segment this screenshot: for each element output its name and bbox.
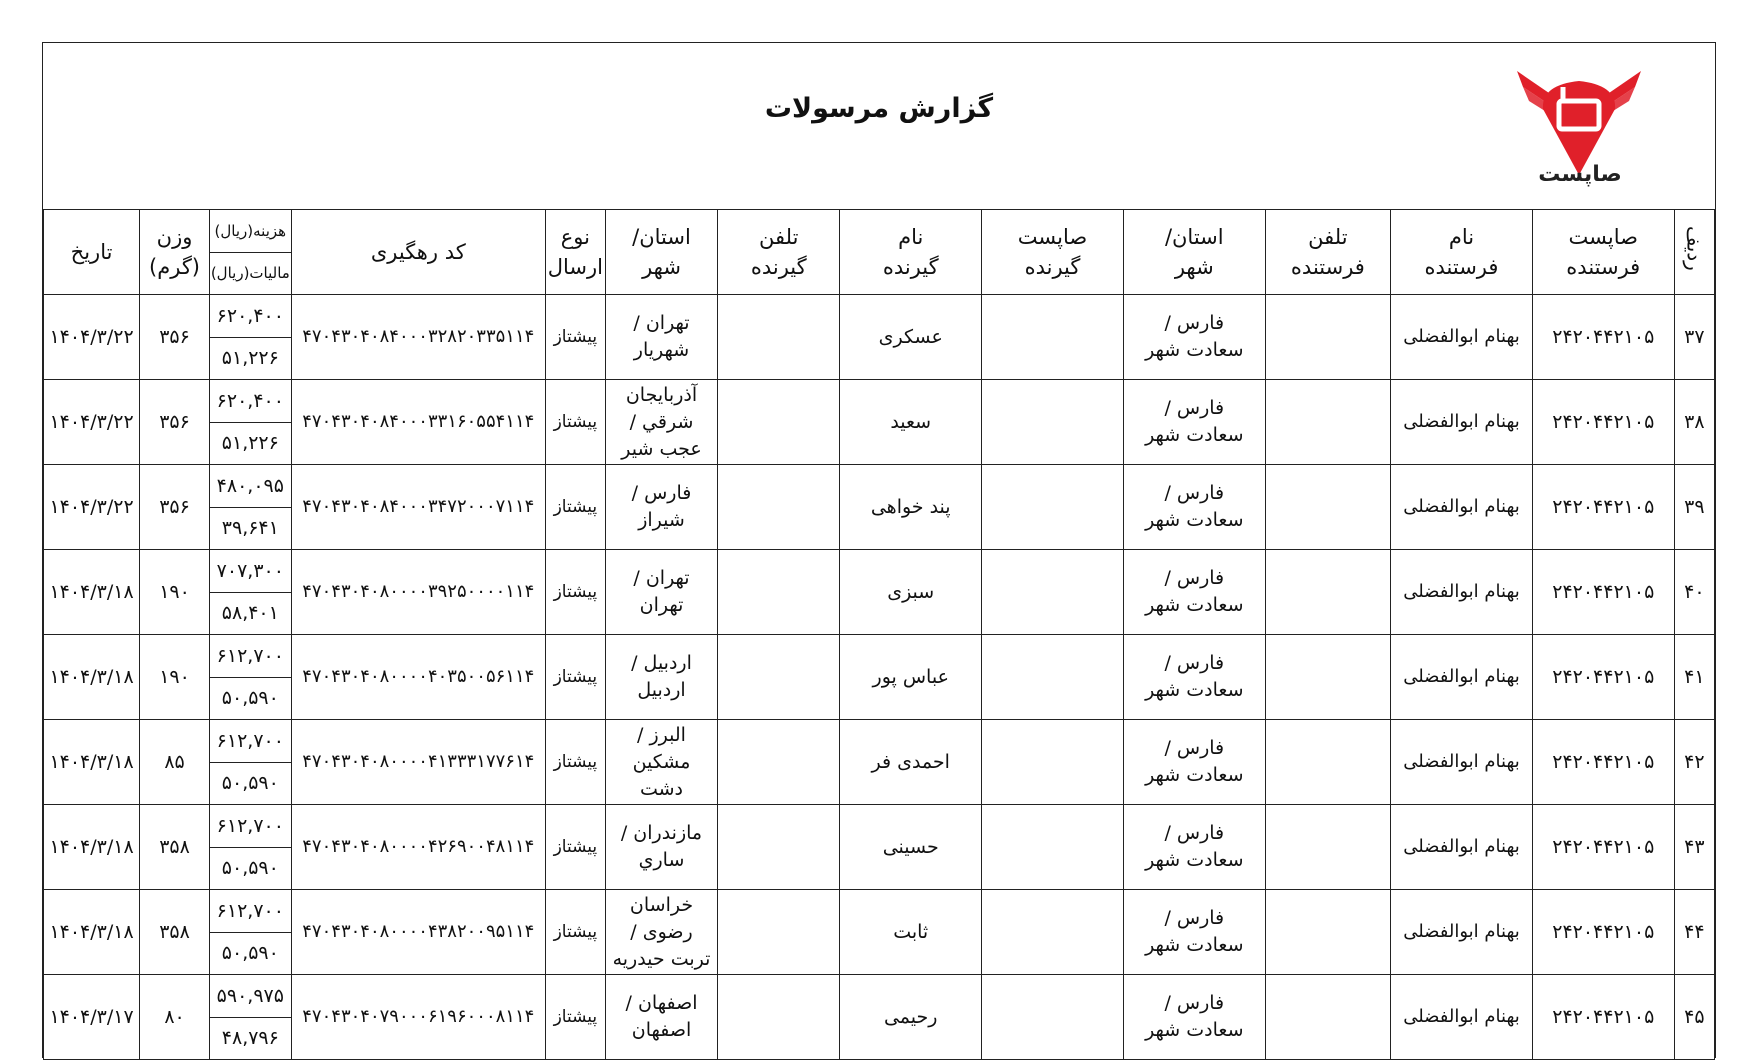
cost-tax (209, 635, 291, 720)
tracking-code: ۴۷۰۴۳۰۴۰۸۰۰۰۰۳۹۲۵۰۰۰۰۱۱۴ (291, 550, 545, 635)
sender-city-line: فارس / (1164, 567, 1225, 589)
table-header-row (44, 210, 1715, 295)
sender-name: بهنام ابوالفضلی (1391, 805, 1533, 890)
receiver-name: احمدی فر (840, 720, 982, 805)
send-type: پیشتاز (545, 975, 605, 1060)
header-receiver-phone: تلفن گیرنده (718, 210, 840, 295)
sender-phone (1265, 550, 1390, 635)
sender-city-line: فارس / (1164, 907, 1225, 929)
weight: ۳۵۶ (140, 295, 210, 380)
cost-tax (209, 890, 291, 975)
weight: ۸۵ (140, 720, 210, 805)
header-sender-city: استان/ شهر (1123, 210, 1265, 295)
receiver-phone (718, 890, 840, 975)
receiver-city-line: دشت (639, 777, 684, 800)
cost-value: ۷۰۷,۳۰۰ (216, 559, 284, 582)
date: ۱۴۰۴/۳/۱۸ (44, 890, 140, 975)
table-row (44, 550, 1715, 635)
table-row (44, 890, 1715, 975)
sender-city-line: فارس / (1164, 992, 1225, 1014)
sender-phone (1265, 720, 1390, 805)
sender-phone (1265, 805, 1390, 890)
row-number: ۳۹ (1674, 465, 1714, 550)
date: ۱۴۰۴/۳/۱۸ (44, 720, 140, 805)
sender-phone (1265, 380, 1390, 465)
receiver-city-line: خراسان (629, 893, 694, 916)
header-row-number: ردیف (1674, 210, 1714, 295)
tax-value: ۵۱,۲۲۶ (210, 337, 291, 379)
sender-city-line: فارس / (1164, 312, 1225, 334)
receiver-code (982, 465, 1124, 550)
receiver-phone (718, 635, 840, 720)
sender-name: بهنام ابوالفضلی (1391, 380, 1533, 465)
receiver-name: عباس پور (840, 635, 982, 720)
sender-code: ۲۴۲۰۴۴۲۱۰۵ (1532, 295, 1674, 380)
receiver-city-line: اصفهان (631, 1019, 692, 1041)
tracking-code: ۴۷۰۴۳۰۴۰۷۹۰۰۰۶۱۹۶۰۰۰۸۱۱۴ (291, 975, 545, 1060)
tracking-code: ۴۷۰۴۳۰۴۰۸۰۰۰۰۴۲۶۹۰۰۴۸۱۱۴ (291, 805, 545, 890)
header-sender-phone: تلفن فرستنده (1265, 210, 1390, 295)
weight: ۳۵۶ (140, 380, 210, 465)
header-sender-name: نام فرستنده (1391, 210, 1533, 295)
row-number: ۳۷ (1674, 295, 1714, 380)
weight: ۱۹۰ (140, 635, 210, 720)
sender-name: بهنام ابوالفضلی (1391, 890, 1533, 975)
receiver-name: حسینی (840, 805, 982, 890)
cost-value: ۶۱۲,۷۰۰ (216, 644, 284, 667)
header-tracking-code: کد رهگیری (291, 210, 545, 295)
header-receiver-city: استان/ شهر (605, 210, 717, 295)
receiver-code (982, 380, 1124, 465)
receiver-code (982, 975, 1124, 1060)
receiver-phone (718, 550, 840, 635)
cost-value: ۶۱۲,۷۰۰ (216, 729, 284, 752)
sender-city-line: فارس / (1164, 397, 1225, 419)
row-number: ۴۱ (1674, 635, 1714, 720)
receiver-city-line: شیراز (638, 509, 685, 531)
report-sheet (42, 42, 1716, 1058)
cost-tax (209, 465, 291, 550)
tracking-code: ۴۷۰۴۳۰۴۰۸۰۰۰۰۴۰۳۵۰۰۵۶۱۱۴ (291, 635, 545, 720)
sender-phone (1265, 465, 1390, 550)
header-cost-tax (209, 210, 291, 295)
receiver-city (605, 720, 717, 805)
date: ۱۴۰۴/۳/۲۲ (44, 295, 140, 380)
sender-city-line: فارس / (1164, 822, 1225, 844)
sender-city-line: سعادت شهر (1145, 679, 1244, 701)
row-number: ۴۲ (1674, 720, 1714, 805)
receiver-code (982, 295, 1124, 380)
date: ۱۴۰۴/۳/۱۸ (44, 550, 140, 635)
sender-name: بهنام ابوالفضلی (1391, 635, 1533, 720)
sender-code: ۲۴۲۰۴۴۲۱۰۵ (1532, 380, 1674, 465)
receiver-city-line: اصفهان / (625, 992, 698, 1014)
tax-value: ۵۸,۴۰۱ (210, 592, 291, 634)
receiver-phone (718, 295, 840, 380)
row-number: ۴۰ (1674, 550, 1714, 635)
send-type: پیشتاز (545, 380, 605, 465)
tracking-code: ۴۷۰۴۳۰۴۰۸۴۰۰۰۳۳۱۶۰۵۵۴۱۱۴ (291, 380, 545, 465)
sender-city-line: فارس / (1164, 652, 1225, 674)
header-tax: مالیات(ریال) (210, 252, 291, 294)
report-title: گزارش مرسولات (764, 93, 994, 124)
table-row (44, 465, 1715, 550)
header-send-type: نوع ارسال (545, 210, 605, 295)
receiver-city-line: فارس / (631, 482, 692, 504)
sender-city-line: سعادت شهر (1145, 594, 1244, 616)
date: ۱۴۰۴/۳/۱۸ (44, 635, 140, 720)
sender-city-line: فارس / (1164, 482, 1225, 504)
receiver-city-line: اردبیل / (631, 652, 692, 674)
sender-city (1123, 380, 1265, 465)
receiver-code (982, 550, 1124, 635)
table-row (44, 295, 1715, 380)
receiver-city (605, 890, 717, 975)
receiver-code (982, 635, 1124, 720)
weight: ۳۵۸ (140, 805, 210, 890)
receiver-city-line: شهریار (633, 339, 690, 361)
header-receiver-name: نام گیرنده (840, 210, 982, 295)
receiver-city (605, 465, 717, 550)
receiver-name: عسکری (840, 295, 982, 380)
sender-code: ۲۴۲۰۴۴۲۱۰۵ (1532, 465, 1674, 550)
receiver-code (982, 890, 1124, 975)
table-row (44, 975, 1715, 1060)
cost-value: ۶۲۰,۴۰۰ (216, 304, 284, 327)
receiver-city-line: شرقي / (629, 410, 694, 433)
sender-city-line: سعادت شهر (1145, 509, 1244, 531)
receiver-phone (718, 805, 840, 890)
sender-name: بهنام ابوالفضلی (1391, 720, 1533, 805)
tracking-code: ۴۷۰۴۳۰۴۰۸۴۰۰۰۳۲۸۲۰۳۳۵۱۱۴ (291, 295, 545, 380)
tax-value: ۳۹,۶۴۱ (210, 507, 291, 549)
receiver-phone (718, 720, 840, 805)
receiver-city-line: عجب شير (621, 437, 702, 460)
cost-tax (209, 805, 291, 890)
sender-phone (1265, 890, 1390, 975)
table-row (44, 720, 1715, 805)
send-type: پیشتاز (545, 465, 605, 550)
weight: ۱۹۰ (140, 550, 210, 635)
header-date: تاریخ (44, 210, 140, 295)
send-type: پیشتاز (545, 890, 605, 975)
sender-city (1123, 975, 1265, 1060)
sender-city-line: سعادت شهر (1145, 849, 1244, 871)
sender-city-line: سعادت شهر (1145, 934, 1244, 956)
sender-city-line: سعادت شهر (1145, 1019, 1244, 1041)
date: ۱۴۰۴/۳/۲۲ (44, 465, 140, 550)
sender-city (1123, 635, 1265, 720)
sender-city-line: سعادت شهر (1145, 339, 1244, 361)
receiver-city-line: تربت حیدریه (612, 947, 711, 970)
tax-value: ۴۸,۷۹۶ (210, 1017, 291, 1059)
receiver-city-line: البرز / (637, 723, 686, 746)
weight: ۳۵۶ (140, 465, 210, 550)
tax-value: ۵۰,۵۹۰ (210, 762, 291, 804)
sender-code: ۲۴۲۰۴۴۲۱۰۵ (1532, 890, 1674, 975)
receiver-city (605, 805, 717, 890)
cost-value: ۶۱۲,۷۰۰ (216, 814, 284, 837)
table-row (44, 380, 1715, 465)
sender-city-line: سعادت شهر (1145, 424, 1244, 446)
receiver-city-line: اردبیل (637, 679, 686, 701)
row-number: ۴۴ (1674, 890, 1714, 975)
cost-tax (209, 380, 291, 465)
sender-name: بهنام ابوالفضلی (1391, 465, 1533, 550)
receiver-city-line: مازندران / (620, 822, 703, 844)
receiver-city-line: تهران (639, 594, 684, 616)
sender-city-line: سعادت شهر (1145, 764, 1244, 786)
receiver-name: پند خواهی (840, 465, 982, 550)
sender-name: بهنام ابوالفضلی (1391, 975, 1533, 1060)
tax-value: ۵۱,۲۲۶ (210, 422, 291, 464)
sender-city (1123, 550, 1265, 635)
sender-code: ۲۴۲۰۴۴۲۱۰۵ (1532, 635, 1674, 720)
weight: ۳۵۸ (140, 890, 210, 975)
receiver-city (605, 380, 717, 465)
send-type: پیشتاز (545, 805, 605, 890)
sender-city (1123, 295, 1265, 380)
receiver-phone (718, 465, 840, 550)
row-number: ۴۳ (1674, 805, 1714, 890)
send-type: پیشتاز (545, 720, 605, 805)
cost-tax (209, 295, 291, 380)
receiver-code (982, 805, 1124, 890)
header-sender-code: صاپست فرستنده (1532, 210, 1674, 295)
sender-code: ۲۴۲۰۴۴۲۱۰۵ (1532, 805, 1674, 890)
tracking-code: ۴۷۰۴۳۰۴۰۸۴۰۰۰۳۴۷۲۰۰۰۷۱۱۴ (291, 465, 545, 550)
cost-tax (209, 975, 291, 1060)
receiver-city (605, 635, 717, 720)
tax-value: ۵۰,۵۹۰ (210, 677, 291, 719)
receiver-phone (718, 975, 840, 1060)
receiver-city (605, 975, 717, 1060)
cost-value: ۴۸۰,۰۹۵ (216, 474, 284, 497)
header-receiver-code: صاپست گیرنده (982, 210, 1124, 295)
sender-phone (1265, 295, 1390, 380)
date: ۱۴۰۴/۳/۲۲ (44, 380, 140, 465)
cost-tax (209, 550, 291, 635)
tax-value: ۵۰,۵۹۰ (210, 847, 291, 889)
send-type: پیشتاز (545, 635, 605, 720)
tax-value: ۵۰,۵۹۰ (210, 932, 291, 974)
sender-city-line: فارس / (1164, 737, 1225, 759)
table-row (44, 805, 1715, 890)
date: ۱۴۰۴/۳/۱۷ (44, 975, 140, 1060)
receiver-name: رحیمی (840, 975, 982, 1060)
sender-code: ۲۴۲۰۴۴۲۱۰۵ (1532, 975, 1674, 1060)
receiver-phone (718, 380, 840, 465)
report-header (43, 43, 1715, 209)
cost-value: ۵۹۰,۹۷۵ (216, 984, 284, 1007)
sender-city (1123, 465, 1265, 550)
sender-phone (1265, 975, 1390, 1060)
receiver-city-line: مشکین (632, 750, 691, 773)
row-number: ۳۸ (1674, 380, 1714, 465)
cost-value: ۶۲۰,۴۰۰ (216, 389, 284, 412)
sender-name: بهنام ابوالفضلی (1391, 295, 1533, 380)
receiver-city-line: آذربایجان (625, 383, 698, 406)
table-row (44, 635, 1715, 720)
logo-text: صاپست (1538, 162, 1622, 187)
sender-phone (1265, 635, 1390, 720)
receiver-city-line: ساري (638, 849, 685, 871)
receiver-code (982, 720, 1124, 805)
sender-code: ۲۴۲۰۴۴۲۱۰۵ (1532, 550, 1674, 635)
cost-value: ۶۱۲,۷۰۰ (216, 899, 284, 922)
receiver-name: ثابت (840, 890, 982, 975)
receiver-name: سعید (840, 380, 982, 465)
shipments-table (43, 209, 1715, 1060)
receiver-city-line: تهران / (633, 312, 690, 334)
send-type: پیشتاز (545, 295, 605, 380)
receiver-city-line: تهران / (633, 567, 690, 589)
receiver-city (605, 550, 717, 635)
weight: ۸۰ (140, 975, 210, 1060)
send-type: پیشتاز (545, 550, 605, 635)
sender-city (1123, 890, 1265, 975)
header-cost: هزینه(ریال) (214, 221, 287, 240)
sender-code: ۲۴۲۰۴۴۲۱۰۵ (1532, 720, 1674, 805)
receiver-city (605, 295, 717, 380)
tracking-code: ۴۷۰۴۳۰۴۰۸۰۰۰۰۴۳۸۲۰۰۹۵۱۱۴ (291, 890, 545, 975)
header-weight: وزن (گرم) (140, 210, 210, 295)
cost-tax (209, 720, 291, 805)
receiver-name: سبزی (840, 550, 982, 635)
receiver-city-line: رضوی / (630, 920, 693, 943)
date: ۱۴۰۴/۳/۱۸ (44, 805, 140, 890)
tracking-code: ۴۷۰۴۳۰۴۰۸۰۰۰۰۴۱۳۳۳۱۷۷۶۱۴ (291, 720, 545, 805)
sender-city (1123, 805, 1265, 890)
sender-city (1123, 720, 1265, 805)
sender-name: بهنام ابوالفضلی (1391, 550, 1533, 635)
row-number: ۴۵ (1674, 975, 1714, 1060)
